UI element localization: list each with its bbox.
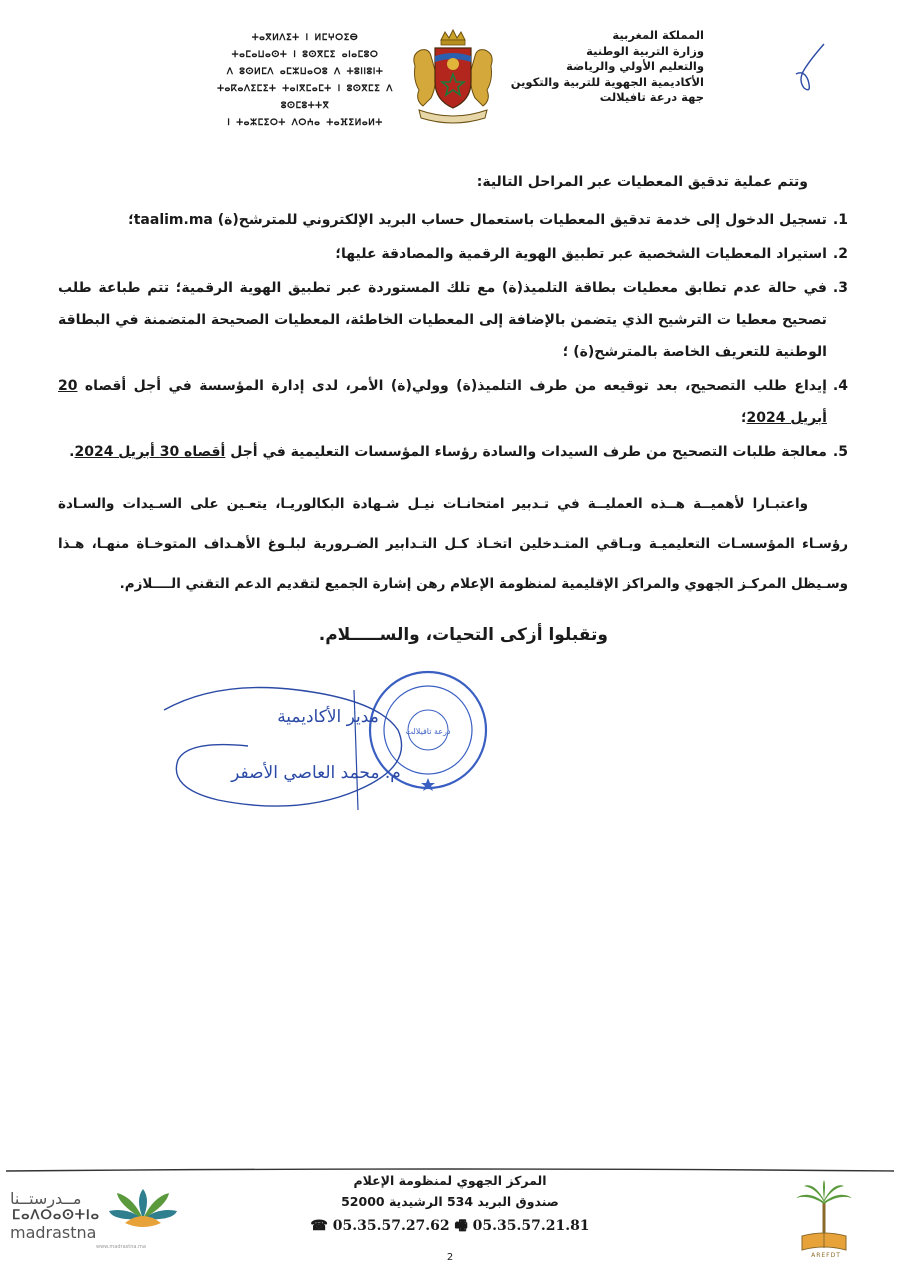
- page-number: 2: [446, 1252, 454, 1263]
- phone-icon: ☎: [310, 1218, 328, 1234]
- closing-salutation: وتقبلوا أزكى التحيات، والســـــلام.: [318, 625, 608, 645]
- header-tifinagh-line: ⵜⴰⴽⴰⴷⵉⵎⵉⵜ ⵜⴰⵏⴳⵎⴰⵎⵜ ⵏ ⵓⵙⴳⵎⵉ ⴷ ⵓⵙⵎⵓⵜⵜⴳ: [217, 84, 393, 111]
- list-item: [58, 204, 848, 236]
- header-tifinagh-line: ⴷ ⵓⵙⵍⵎⴷ ⴰⵎⵣⵡⴰⵔⵓ ⴷ ⵜⵓⵏⵏⵓⵏⵜ: [226, 67, 384, 77]
- intro-text: وتتم عملية تدقيق المعطيات عبر المراحل التالية:: [476, 174, 808, 190]
- list-item: [58, 238, 848, 270]
- list-item: [58, 436, 848, 468]
- signature-flourish-icon: [164, 688, 402, 807]
- header-tifinagh-line: ⵏ ⵜⴰⵣⵎⵉⵔⵜ ⴷⵔⵄⴰ ⵜⴰⴼⵉⵍⴰⵍⵜ: [227, 118, 383, 128]
- fax-icon: 🖷: [454, 1218, 468, 1234]
- step-text-part: ؛: [740, 410, 747, 426]
- footer-phones: [240, 1216, 660, 1237]
- footer-phone: 05.35.57.27.62: [332, 1218, 450, 1234]
- handwritten-mark-icon: [790, 40, 830, 100]
- deadline-date: أقصاه 30 أبريل 2024: [74, 444, 226, 460]
- step-text: استيراد المعطيات الشخصية عبر تطبيق الهوية الرقمية والمصادقة عليها؛: [335, 246, 827, 262]
- header-tifinagh-line: ⵜⴰⴳⵍⴷⵉⵜ ⵏ ⵍⵎⵖⵔⵉⴱ: [251, 33, 359, 43]
- header-arabic-line: جهة درعة تافيلالت: [599, 90, 704, 104]
- step-number: 2.: [832, 246, 848, 262]
- header-arabic-line: والتعليم الأولي والرياضة: [566, 59, 704, 73]
- madrastna-latin: madrastna: [10, 1223, 97, 1242]
- step-text-part: إيداع طلب التصحيح، بعد توقيعه من طرف التلميذ(ة) وولي(ة) الأمر، لدى إدارة المؤسسة في أجل أقصاه: [77, 378, 827, 394]
- header-arabic-line: وزارة التربية الوطنية: [586, 43, 704, 58]
- step-number: 1.: [832, 212, 848, 228]
- step-text: في حالة عدم تطابق معطيات بطاقة التلميذ(ة) مع تلك المستوردة عبر تطبيق الهوية الرقمية؛ تتم طباعة طلب تصحيح معطيا ت الترشيح الذي يتضمن بالإضافة إلى المعطيات الخاطئة، المعطيات الصحيحة المتضمنة في البطاقة الوطنية للتعريف الخاصة بالمترشح(ة) ؛: [58, 280, 827, 360]
- list-item: [58, 272, 848, 368]
- stamp-and-signature: [158, 670, 498, 830]
- arefdt-label: AREFDT: [811, 1252, 841, 1259]
- letter-body: [58, 170, 848, 650]
- footer-fax: 05.35.57.21.81: [472, 1218, 590, 1234]
- footer-title: المركز الجهوي لمنظومة الإعلام: [353, 1173, 547, 1188]
- body-paragraph: واعتبـارا لأهميــة هــذه العمليــة في تـدبير امتحانـات نيـل شـهادة البكالوريـا، يتعـين على السـيدات والسـادة رؤسـاء المؤسسـات التعليميـة وبـاقي المتـدخلين اتخـاذ كـل التـدابير الضـرورية لبلـوغ الأهـداف المتوخـاة منهـا، هـذا وسـيظل المركـز الجهوي والمراكز الإقليمية لمنظومة الإعلام رهن إشارة الجميع لتقديم الدعم التقني الــــلازم.: [58, 496, 848, 592]
- arefdt-logo-icon: [788, 1178, 860, 1260]
- header-arabic-line: الأكاديمية الجهوية للتربية والتكوين: [510, 74, 704, 89]
- footer-address: صندوق البريد 534 الرشيدية 52000: [341, 1194, 559, 1209]
- signature-title: مدير الأكاديمية: [277, 707, 379, 727]
- step-number: 3.: [832, 280, 848, 296]
- step-number: 4.: [832, 378, 848, 394]
- step-text: [58, 370, 827, 434]
- signature-name: م. محمد العاصي الأصفر: [231, 763, 401, 783]
- madrastna-url: www.madrastna.ma: [96, 1244, 146, 1250]
- step-text: [58, 436, 827, 468]
- step-number: 5.: [832, 444, 848, 460]
- step-text: تسجيل الدخول إلى خدمة تدقيق المعطيات باستعمال حساب البريد الإلكتروني للمترشح(ة) taalim.ma؛: [128, 212, 827, 228]
- madrastna-tifinagh: ⵎⴰⴷⵔⴰⵙⵜⵏⴰ: [12, 1208, 101, 1223]
- madrastna-arabic: مــدرستــنا: [10, 1189, 82, 1208]
- list-item: [58, 370, 848, 434]
- footer-center: [240, 1170, 660, 1237]
- coat-of-arms-icon: [405, 26, 501, 124]
- steps-list: [58, 204, 848, 468]
- stamp-center-text: درعة تافيلالت: [405, 727, 451, 736]
- deadline-date: 20 أبريل 2024: [58, 378, 827, 426]
- header-arabic-line: المملكة المغربية: [612, 28, 704, 42]
- step-text-part: معالجة طلبات التصحيح من طرف السيدات والسادة رؤساء المؤسسات التعليمية في أجل: [225, 444, 827, 460]
- header-tifinagh-line: ⵜⴰⵎⴰⵡⴰⵙⵜ ⵏ ⵓⵙⴳⵎⵉ ⴰⵏⴰⵎⵓⵔ: [231, 50, 379, 60]
- step-text-part: .: [69, 444, 75, 460]
- header-arabic: [504, 28, 704, 106]
- header-tifinagh: [205, 30, 405, 132]
